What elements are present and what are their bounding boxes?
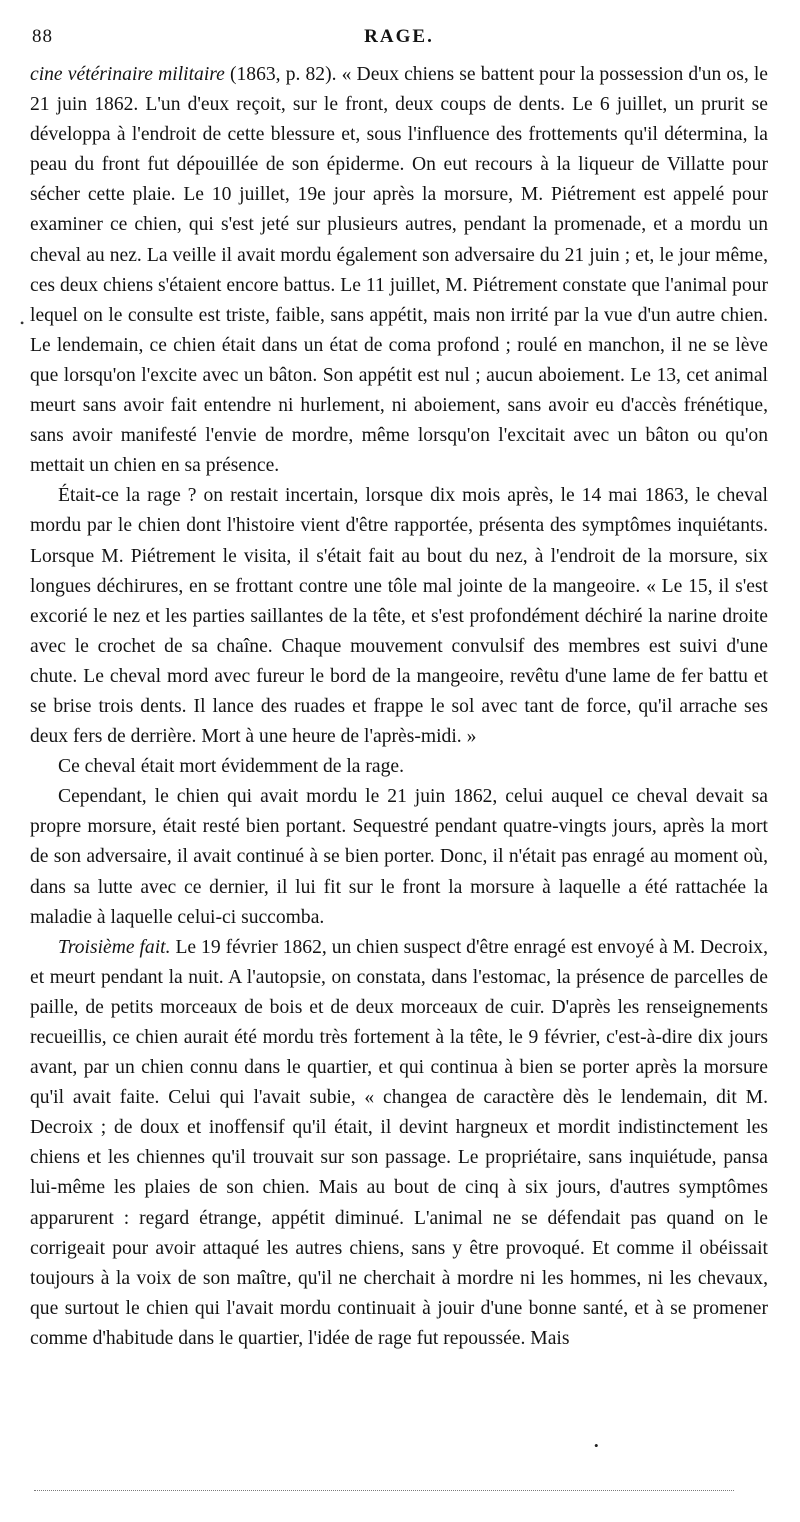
paragraph-5-italic: Troisième fait. [58, 936, 171, 958]
paragraph-1-italic: cine vétérinaire militaire [30, 64, 225, 85]
paragraph-1-text: (1863, p. 82). « Deux chiens se battent pour la possession d'un os, le 21 juin 1862. L'un d'eux reçoit, sur le front, deux coups de dents. Le 6 juillet, un prurit se développa à l'endroit de cette blessure et, sous l'influence des frottements qu'il détermina, la peau du front fut dépouillée de son épiderme. On eut recours à la liqueur de Villatte pour sécher cette plaie. Le 10 juillet, 19e jour après la morsure, M. Piétrement est appelé pour examiner ce chien, qui s'est jeté sur plusieurs autres, pendant la promenade, et a mordu un cheval au nez. La veille il avait mordu également son adversaire du 21 juin ; et, le jour même, ces deux chiens s'étaient encore battus. Le 11 juillet, M. Piétrement constate que l'animal pour lequel on le consulte est triste, faible, sans appétit, mais non irrité par la vue d'un autre chien. Le lendemain, ce chien était dans un état de coma profond ; roulé en manchon, il ne se lève que lorsqu'on l'excite avec un bâton. Son appétit est nul ; aucun aboiement. Le 13, cet animal meurt sans avoir fait entendre ni hurlement, ni aboiement, sans avoir eu d'accès frénétique, sans avoir manifesté l'envie de mordre, même lorsqu'on l'excitait avec un bâton ou qu'on mettait un chien en sa présence. [30, 64, 768, 477]
paragraph-3 [30, 752, 768, 782]
bottom-mark: • [594, 1438, 599, 1453]
paragraph-2-text: Était-ce la rage ? on restait incertain, lorsque dix mois après, le 14 mai 1863, le cheval mordu par le chien dont l'histoire vient d'être rapportée, présenta des symptômes inquiétants. Lorsque M. Piétrement le visita, il s'était fait au bout du nez, à l'endroit de la morsure, six longues déchirures, en se frottant contre une tôle mal jointe de la mangeoire. « Le 15, il s'est excorié le nez et les parties saillantes de la tête, et s'est profondément déchiré la narine droite avec le crochet de sa chaîne. Chaque mouvement convulsif des membres est suivi d'une chute. Le cheval mord avec fureur le bord de la mangeoire, revêtu d'une lame de fer battu et se brise trois dents. Il lance des ruades et frappe le sol avec tant de force, qu'il arrache ses deux fers de derrière. Mort à une heure de l'après-midi. » [30, 485, 768, 748]
paragraph-5-text: Le 19 février 1862, un chien suspect d'être enragé est envoyé à M. Decroix, et meurt pendant la nuit. A l'autopsie, on constata, dans l'estomac, la présence de parcelles de paille, de petits morceaux de bois et de deux morceaux de cuir. D'après les renseignements recueillis, ce chien aurait été mordu très fortement à la tête, le 9 février, c'est-à-dire dix jours avant, par un chien connu dans le quartier, et qui continua à bien se porter après la morsure qu'il avait faite. Celui qui l'avait subie, « changea de caractère dès le lendemain, dit M. Decroix ; de doux et inoffensif qu'il était, il devint hargneux et mordit indistinctement les chiens et les chiennes qu'il trouvait sur son passage. Le propriétaire, sans inquiétude, pansa lui-même les plaies de son chien. Mais au bout de cinq à six jours, d'autres symptômes apparurent : regard étrange, appétit diminué. L'animal ne se défendait pas quand on le corrigeait pour avoir attaqué les autres chiens, sans y être provoqué. Et comme il obéissait toujours à la voix de son maître, qu'il ne cherchait à mordre ni les hommes, ni les chevaux, que surtout le chien qui l'avait mordu continuait à jouir d'une bonne santé, et à se promener comme d'habitude dans le quartier, l'idée de rage fut repoussée. Mais [30, 936, 768, 1349]
paragraph-2 [30, 481, 768, 752]
margin-dot: • [20, 316, 25, 330]
paragraph-5 [30, 933, 768, 1354]
footer-rule [34, 1490, 734, 1491]
running-title: RAGE. [364, 26, 434, 47]
page-header [30, 26, 768, 60]
body-text [30, 60, 768, 1354]
paragraph-1 [30, 60, 768, 481]
book-page [30, 26, 768, 1354]
paragraph-4-text: Cependant, le chien qui avait mordu le 21 juin 1862, celui auquel ce cheval devait sa propre morsure, était resté bien portant. Sequestré pendant quatre-vingts jours, après la mort de son adversaire, il avait continué à se bien porter. Donc, il n'était pas enragé au moment où, dans sa lutte avec ce dernier, il lui fit sur le front la morsure à laquelle a été rattachée la maladie à laquelle celui-ci succomba. [30, 786, 768, 928]
paragraph-3-text: Ce cheval était mort évidemment de la rage. [58, 756, 405, 778]
paragraph-4 [30, 782, 768, 932]
page-number: 88 [32, 26, 53, 47]
